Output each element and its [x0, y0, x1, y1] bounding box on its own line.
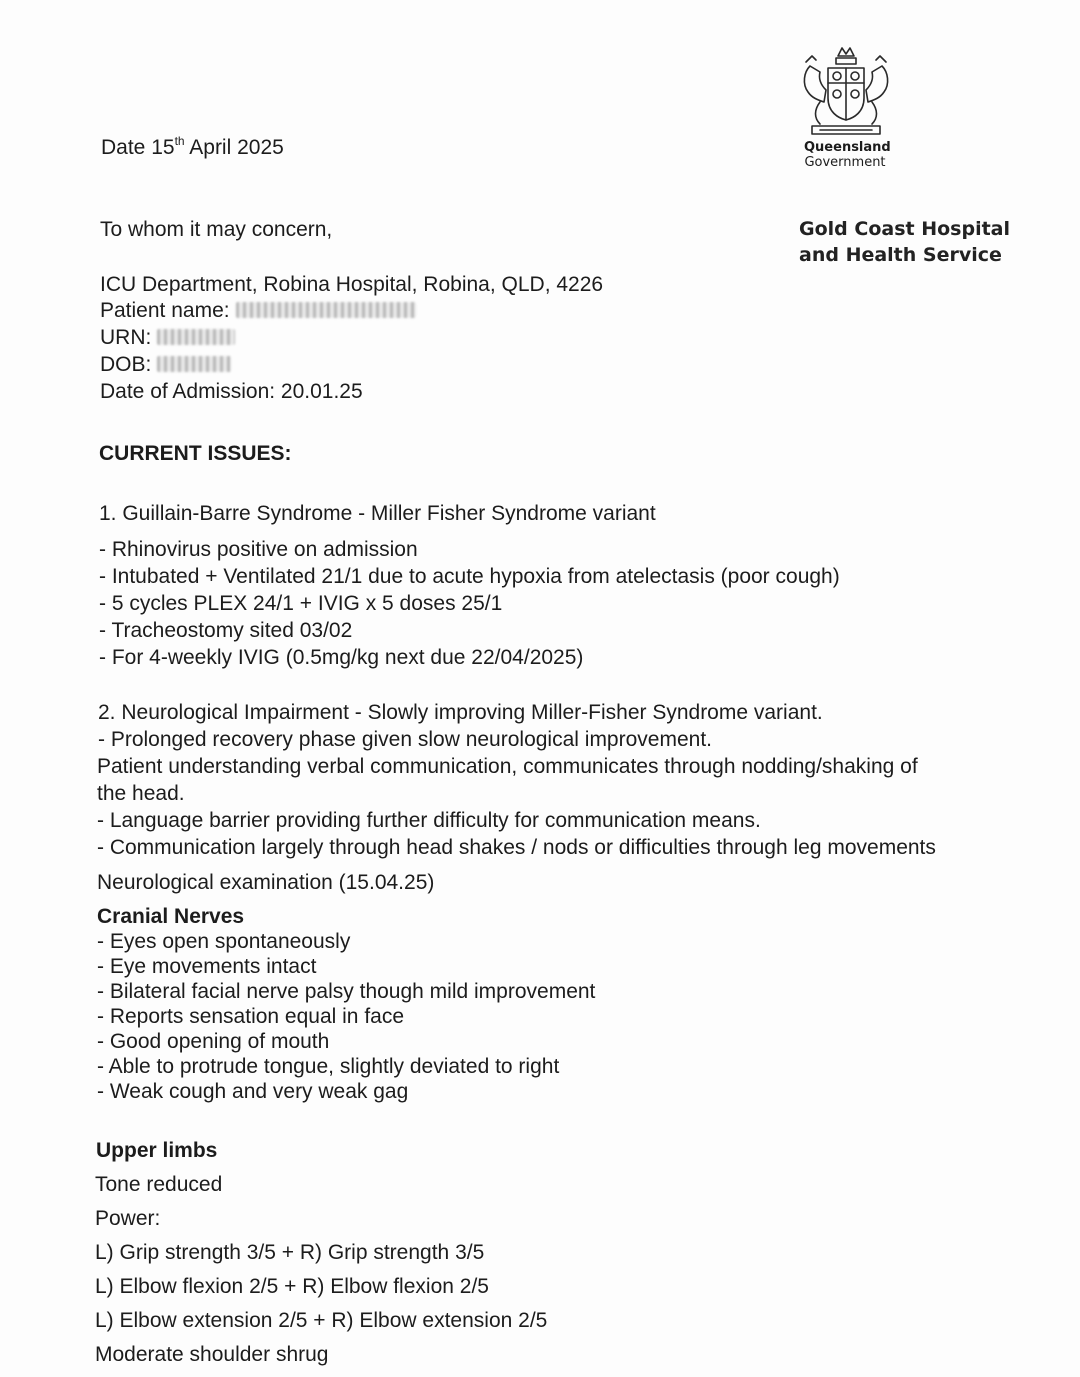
dob-label: DOB:	[100, 353, 152, 376]
redacted-urn	[157, 329, 235, 345]
service-name	[799, 216, 1010, 268]
list-item: - Able to protrude tongue, slightly deviated to right	[97, 1055, 560, 1078]
redacted-patient-name	[236, 302, 416, 318]
letter-date: Date 15th April 2025	[101, 134, 284, 159]
list-item: Power:	[95, 1207, 161, 1230]
admission-date: Date of Admission: 20.01.25	[100, 380, 363, 403]
urn-row	[100, 325, 235, 351]
issue-2-line: - Language barrier providing further difficulty for communication means.	[97, 809, 761, 832]
urn-label: URN:	[100, 326, 152, 349]
patient-name-label: Patient name:	[100, 299, 230, 322]
issue-1-title: 1. Guillain-Barre Syndrome - Miller Fisher Syndrome variant	[99, 502, 656, 525]
list-item: - Good opening of mouth	[97, 1030, 330, 1053]
cranial-nerves-heading: Cranial Nerves	[97, 905, 245, 928]
current-issues-heading: CURRENT ISSUES:	[99, 442, 292, 465]
issue-2-line: the head.	[97, 782, 185, 805]
issue-2-title: 2. Neurological Impairment - Slowly improving Miller-Fisher Syndrome variant.	[98, 701, 823, 724]
issue-2-line: - Prolonged recovery phase given slow neurological improvement.	[98, 728, 712, 751]
list-item: - Eyes open spontaneously	[97, 930, 351, 953]
list-item: - Bilateral facial nerve palsy though mild improvement	[97, 980, 596, 1003]
queensland-crest-icon	[798, 42, 894, 140]
list-item: - Intubated + Ventilated 21/1 due to acute hypoxia from atelectasis (poor cough)	[99, 565, 840, 588]
list-item: - Rhinovirus positive on admission	[99, 538, 418, 561]
list-item: Moderate shoulder shrug	[95, 1343, 329, 1366]
redacted-dob	[157, 356, 231, 372]
qld-government-logo	[804, 140, 891, 170]
list-item: - For 4-weekly IVIG (0.5mg/kg next due 22/04/2025)	[99, 646, 584, 669]
list-item: - Reports sensation equal in face	[97, 1005, 405, 1028]
issue-2-line: - Communication largely through head shakes / nods or difficulties through leg movements	[97, 836, 936, 859]
exam-title: Neurological examination (15.04.25)	[97, 871, 435, 894]
dob-row	[100, 352, 231, 378]
issue-2-line: Patient understanding verbal communication, communicates through nodding/shaking of	[97, 755, 918, 778]
department-line: ICU Department, Robina Hospital, Robina, QLD, 4226	[100, 273, 604, 296]
list-item: Tone reduced	[95, 1173, 223, 1196]
list-item: L) Elbow flexion 2/5 + R) Elbow flexion 2/5	[95, 1275, 489, 1298]
list-item: - Weak cough and very weak gag	[97, 1080, 409, 1103]
logo-line2: Government	[804, 155, 886, 170]
list-item: - Eye movements intact	[97, 955, 317, 978]
salutation: To whom it may concern,	[100, 218, 333, 241]
list-item: L) Elbow extension 2/5 + R) Elbow extension 2/5	[95, 1309, 548, 1332]
upper-limbs-heading: Upper limbs	[96, 1139, 218, 1162]
list-item: L) Grip strength 3/5 + R) Grip strength 3/5	[95, 1241, 485, 1264]
service-line2: and Health Service	[799, 244, 1002, 266]
service-line1: Gold Coast Hospital	[799, 218, 1010, 240]
list-item: - Tracheostomy sited 03/02	[99, 619, 353, 642]
patient-name-row	[100, 298, 416, 324]
logo-line1: Queensland	[804, 140, 891, 155]
list-item: - 5 cycles PLEX 24/1 + IVIG x 5 doses 25/1	[99, 592, 503, 615]
